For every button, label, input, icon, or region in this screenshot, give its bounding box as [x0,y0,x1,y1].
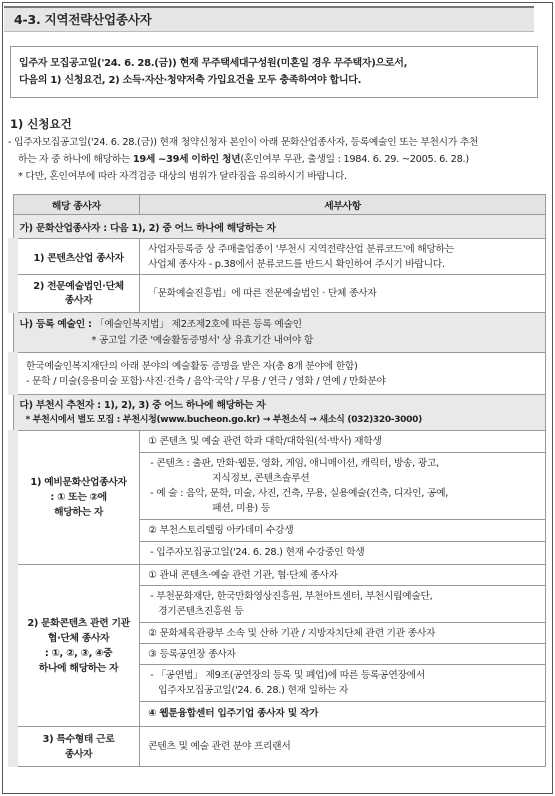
detail-item: ④ 웹툰융합센터 입주기업 종사자 및 작가 [148,708,319,719]
detail-line: - 부천문화재단, 한국만화영상진흥원, 부천아트센터, 부천시립예술단, [150,591,433,602]
professional-arts-label [13,275,140,313]
special-worker-detail: 콘텐츠 및 예술 관련 분야 프리랜서 [140,727,546,767]
detail-line: 지식정보, 콘텐츠솔루션 [212,473,310,484]
detail-line: - 입주자모집공고일('24. 6. 28.) 현재 수강중인 학생 [150,547,365,558]
detail-line: - 「공연법」 제9조(공연장의 등록 및 폐업)에 따른 등록공연장에서 [150,670,425,681]
header-col-details: 세부사항 [140,195,546,215]
requirements-line-2 [8,151,544,168]
group-b-body [13,353,546,395]
group-b-title-pre: 나) 등록 예술인 : [19,318,95,330]
birthdate-range: (혼인여부 무관, 출생일 : 1984. 6. 29. ~2005. 6. 28.) [240,154,469,165]
group-b-note: * 공고일 기준 '예술활동증명서' 상 유효기간 내여야 함 [91,334,314,346]
label-line: 2) 문화콘텐츠 관련 기관 [27,617,130,629]
cultural-org-detail [140,565,546,727]
label-line: 종사자 [64,294,93,306]
label-line: : ①, ②, ③, ④중 [44,647,113,659]
prospective-worker-label [13,431,140,565]
table-row [13,239,546,275]
cultural-org-label [13,565,140,727]
label-line: 2) 전문예술법인·단체 [33,280,124,292]
header-col-worker: 해당 종사자 [13,195,140,215]
group-b-body-line: 한국예술인복지재단의 아래 분야의 예술활동 증명을 받은 자(총 8개 분야에 한함) [26,360,358,372]
group-c-note: * 부천시에서 별도 모집 : 부천시청(www.bucheon.go.kr) → 부천소식 → 새소식 (032)320-3000) [25,414,422,425]
detail-line: - 콘텐츠 : 출판, 만화·웹툰, 영화, 게임, 애니메이션, 캐릭터, 방송, 광고, [150,458,439,469]
notice-line-1: 입주자 모집공고일('24. 6. 28.(금)) 현재 무주택세대구성원(미혼일 경우 무주택자)으로서, [19,58,408,69]
detail-item: ① 관내 콘텐츠·예술 관련 기관, 협·단체 종사자 [140,565,545,586]
detail-sub-block [140,586,545,623]
detail-sub-block [140,453,545,520]
group-a-title: 가) 문화산업종사자 : 다음 1), 2) 중 어느 하나에 해당하는 자 [13,215,546,239]
special-worker-label [13,727,140,767]
requirements-note: * 다만, 혼인여부에 따라 자격검증 대상의 범위가 달라짐을 유의하시기 바랍니다. [18,171,347,182]
page-title: 4-3. 지역전략산업종사자 [14,12,152,27]
group-b-block [13,313,546,353]
notice-line-2: 다음의 1) 신청요건, 2) 소득·자산·청약저축 가입요건을 모두 충족하여야 합니다. [19,75,362,86]
age-requirement: 19세 ~39세 이하인 청년 [132,154,241,165]
detail-item: ③ 등록공연장 종사자 [140,644,545,665]
label-line: 협·단체 종사자 [47,632,110,644]
detail-line: 사업체 종사자 - p.38에서 분류코드를 반드시 확인하여 주시기 바랍니다. [148,258,445,270]
detail-item: ② 부천스토리텔링 아카데미 수강생 [140,520,545,542]
label-line: 해당하는 자 [54,507,104,518]
requirements-line-2-pre: 하는 자 중 하나에 해당하는 [18,154,133,165]
table-header-row [13,195,546,215]
content-industry-label: 1) 콘텐츠산업 종사자 [13,239,140,275]
detail-line: 입주자모집공고일('24. 6. 28.) 현재 일하는 자 [158,685,349,696]
label-line: 3) 특수형태 근로 [42,733,115,745]
table-row [13,727,546,767]
section-title-bar [4,6,534,32]
requirements-line-1: - 입주자모집공고일('24. 6. 28.(금)) 현재 청약신청자 본인이 아래 문화산업종사자, 등록예술인 또는 부천시가 추천 [8,137,479,148]
group-c-title: 다) 부천시 추천자 : 1), 2), 3) 중 어느 하나에 해당하는 자 [19,399,266,411]
group-b-body-row [13,353,546,395]
label-line: 1) 예비문화산업종사자 [30,477,127,488]
detail-item: ① 콘텐츠 및 예술 관련 학과 대학/대학원(석·박사) 재학생 [140,431,545,453]
group-b-title [20,317,540,333]
group-b-title-rest: 「예술인복지법」 제2조제2호에 따른 등록 예술인 [94,318,302,330]
detail-line: - 예 술 : 음악, 문학, 미술, 사진, 건축, 무용, 실용예술(건축, 디자인, 공예, [150,488,449,499]
detail-line: 경기콘텐츠진흥원 등 [158,606,244,617]
detail-item: ② 문화체육관광부 소속 및 산하 기관 / 지방자치단체 관련 기관 종사자 [140,623,545,644]
requirements-heading: 1) 신청요건 [10,117,72,131]
table-row [13,565,546,727]
detail-line: 패션, 미용) 등 [212,503,270,514]
group-c-block [13,395,546,431]
table-row [13,275,546,313]
prospective-worker-detail [140,431,546,565]
detail-line: 사업자등록증 상 주매출업종이 '부천시 지역전략산업 분류코드'에 해당하는 [148,243,454,255]
table-row [13,431,546,565]
group-c-row [13,395,546,431]
label-line: 종사자 [64,748,93,760]
requirements-body [8,134,544,185]
professional-arts-detail: 「문화예술진흥법」에 따른 전문예술법인 · 단체 종사자 [140,275,546,313]
content-industry-detail [140,239,546,275]
label-line: 하나에 해당하는 자 [38,662,119,674]
group-a-row [13,215,546,239]
group-b-fields: - 문학 / 미술(응용미술 포함)·사진·건축 / 음악·국악 / 무용 / 연극 / 영화 / 연예 / 만화분야 [26,375,386,387]
notice-box [10,46,538,98]
group-b-row [13,313,546,353]
label-line: : ① 또는 ②에 [50,492,107,503]
detail-sub-block [140,665,545,702]
eligibility-table [8,194,546,767]
